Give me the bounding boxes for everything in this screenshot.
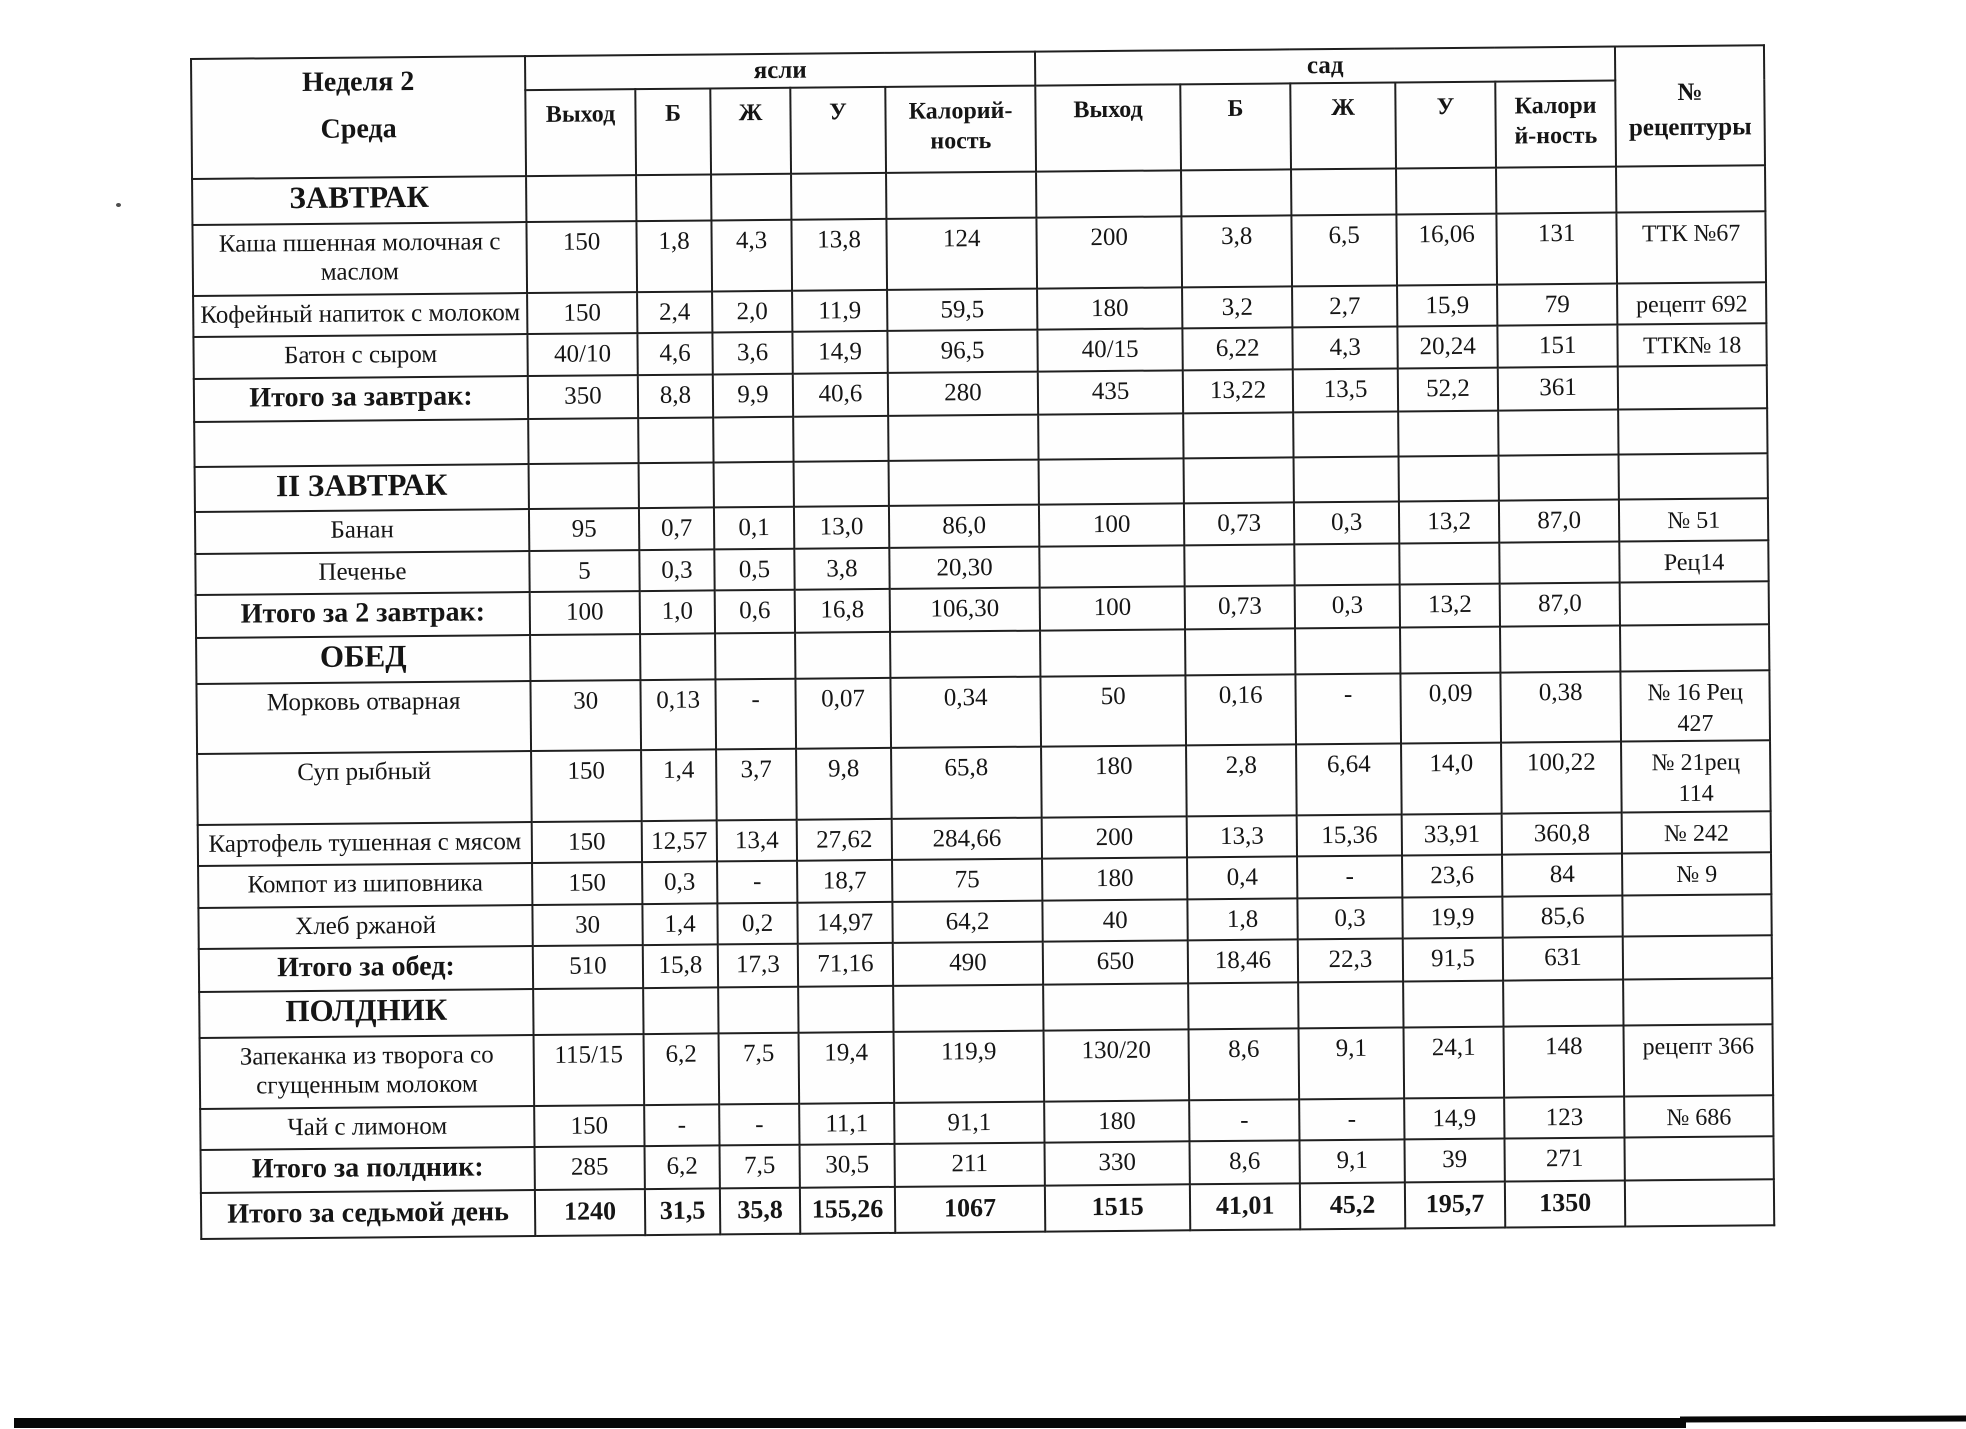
dish-name-cell: Компот из шиповника — [198, 863, 532, 907]
sad-value-cell: 6,5 — [1291, 214, 1397, 286]
sad-value-cell — [1184, 457, 1294, 504]
sad-value-cell: 13,2 — [1399, 501, 1499, 543]
yasli-value-cell: 1240 — [535, 1189, 645, 1236]
sad-value-cell: 19,9 — [1402, 896, 1502, 938]
recipe-cell — [1618, 365, 1767, 409]
yasli-value-cell: 4,6 — [637, 333, 712, 375]
sad-value-cell — [1399, 542, 1499, 584]
yasli-value-cell — [794, 461, 889, 507]
dish-name-cell: Каша пшенная молочная с маслом — [192, 222, 527, 296]
sad-value-cell: 360,8 — [1502, 812, 1622, 855]
yasli-value-cell: 0,07 — [795, 678, 891, 749]
yasli-value-cell — [530, 634, 640, 681]
sad-value-cell — [1291, 168, 1396, 214]
sad-value-cell — [1039, 545, 1184, 588]
sad-value-cell — [1398, 410, 1498, 456]
sad-value-cell — [1294, 543, 1399, 585]
yasli-value-cell: - — [644, 1104, 719, 1146]
sad-protein-header: Б — [1180, 83, 1291, 170]
recipe-cell: Рец14 — [1619, 540, 1768, 583]
sad-value-cell: 271 — [1505, 1138, 1625, 1182]
sad-value-cell: 22,3 — [1298, 938, 1403, 982]
scan-artifact-bar — [14, 1418, 1686, 1428]
sad-value-cell: 6,22 — [1182, 327, 1292, 369]
sad-value-cell: - — [1295, 673, 1401, 744]
yasli-protein-header: Б — [635, 88, 711, 175]
dish-name-cell: Итого за 2 завтрак: — [196, 592, 530, 638]
recipe-cell: № 242 — [1622, 811, 1771, 854]
yasli-value-cell: - — [719, 1103, 799, 1145]
yasli-value-cell: 9,9 — [713, 373, 793, 417]
sad-value-cell: 18,46 — [1188, 939, 1298, 983]
yasli-value-cell: 1067 — [895, 1186, 1045, 1233]
sad-value-cell — [1294, 456, 1399, 502]
yasli-value-cell: 18,7 — [797, 860, 892, 902]
sad-value-cell: 3,2 — [1182, 286, 1292, 328]
yasli-value-cell: - — [715, 679, 796, 750]
yasli-value-cell: 30 — [532, 904, 642, 946]
yasli-value-cell: 7,5 — [720, 1145, 800, 1189]
yasli-value-cell — [715, 633, 795, 679]
dish-name-cell: Морковь отварная — [196, 681, 531, 754]
yasli-value-cell: 119,9 — [894, 1030, 1045, 1102]
sad-value-cell — [1499, 454, 1619, 501]
yasli-value-cell: 30 — [530, 680, 641, 751]
scan-dot-artifact — [116, 203, 121, 207]
sad-output-header: Выход — [1035, 84, 1181, 171]
yasli-value-cell: 27,62 — [797, 818, 892, 860]
sad-value-cell — [1400, 627, 1500, 673]
yasli-value-cell — [528, 418, 638, 464]
sad-value-cell: 180 — [1041, 746, 1187, 818]
sad-value-cell: 123 — [1504, 1096, 1624, 1139]
recipe-cell: рецепт 366 — [1624, 1024, 1774, 1096]
yasli-value-cell — [529, 463, 639, 510]
sad-value-cell: 8,6 — [1190, 1141, 1300, 1185]
yasli-value-cell: 0,7 — [639, 508, 714, 550]
yasli-value-cell — [640, 634, 715, 680]
yasli-value-cell: 86,0 — [889, 505, 1039, 548]
sad-value-cell: 180 — [1042, 857, 1187, 900]
table-row-dish — [192, 211, 1766, 296]
sad-value-cell: 151 — [1497, 325, 1617, 368]
dish-name-cell: Суп рыбный — [197, 751, 532, 824]
yasli-value-cell: 9,8 — [796, 748, 892, 819]
yasli-value-cell: 0,3 — [642, 861, 717, 903]
sad-value-cell: 52,2 — [1398, 367, 1498, 411]
recipe-cell — [1625, 1179, 1774, 1226]
yasli-value-cell: 40/10 — [527, 333, 637, 375]
yasli-value-cell: 0,1 — [714, 507, 794, 549]
yasli-value-cell — [718, 987, 798, 1033]
sad-value-cell: 84 — [1502, 854, 1622, 897]
sad-value-cell: 4,3 — [1292, 327, 1397, 369]
yasli-value-cell: 13,0 — [794, 506, 889, 548]
recipe-number-header: № рецептуры — [1615, 45, 1765, 166]
sad-value-cell: 131 — [1496, 212, 1617, 284]
sad-value-cell: 8,6 — [1189, 1028, 1300, 1100]
yasli-value-cell: 1,4 — [642, 903, 717, 945]
sad-value-cell — [1188, 982, 1298, 1029]
sad-value-cell: 200 — [1042, 816, 1187, 859]
yasli-value-cell: 14,97 — [797, 901, 892, 943]
yasli-value-cell: 0,5 — [714, 548, 794, 590]
sad-value-cell: 16,06 — [1396, 213, 1497, 285]
yasli-value-cell: 1,4 — [641, 750, 717, 821]
yasli-value-cell: 280 — [888, 371, 1038, 415]
yasli-value-cell — [795, 632, 890, 678]
yasli-value-cell: 1,0 — [640, 591, 715, 635]
sad-value-cell: 45,2 — [1300, 1183, 1405, 1230]
recipe-cell — [1616, 165, 1765, 212]
recipe-cell: № 9 — [1622, 852, 1771, 895]
yasli-value-cell: 3,7 — [716, 749, 797, 820]
dish-name-cell: Итого за завтрак: — [194, 376, 528, 422]
sad-value-cell: 14,9 — [1404, 1097, 1504, 1139]
sad-value-cell: 330 — [1045, 1141, 1190, 1185]
yasli-value-cell: 19,4 — [799, 1032, 895, 1104]
menu-table-body — [192, 165, 1774, 1239]
sad-value-cell: 100 — [1040, 587, 1185, 631]
sad-value-cell: 130/20 — [1044, 1029, 1190, 1101]
dish-name-cell: Банан — [195, 509, 529, 553]
group-header-yasli: ясли — [525, 52, 1035, 90]
yasli-value-cell: 155,26 — [800, 1187, 895, 1234]
sad-value-cell: 0,3 — [1297, 897, 1402, 939]
recipe-cell — [1625, 1136, 1774, 1180]
sad-value-cell: 91,5 — [1403, 938, 1503, 982]
dish-name-cell: Итого за обед: — [199, 946, 533, 992]
yasli-calories-header: Калорий- ность — [885, 86, 1036, 173]
sad-value-cell: 0,4 — [1187, 856, 1297, 898]
yasli-value-cell: 150 — [527, 292, 637, 334]
yasli-value-cell: 100 — [530, 591, 640, 635]
sad-value-cell: 1,8 — [1187, 898, 1297, 940]
sad-value-cell — [1184, 544, 1294, 586]
sad-value-cell: 0,3 — [1295, 585, 1400, 629]
yasli-value-cell: 115/15 — [534, 1034, 645, 1106]
yasli-value-cell: 0,13 — [640, 679, 716, 750]
yasli-value-cell: 6,2 — [645, 1146, 720, 1190]
sad-value-cell — [1038, 413, 1183, 459]
yasli-value-cell — [643, 988, 718, 1034]
sad-value-cell: 24,1 — [1404, 1026, 1505, 1098]
yasli-value-cell: 64,2 — [892, 900, 1042, 943]
yasli-value-cell: 15,8 — [643, 944, 718, 988]
yasli-value-cell — [888, 414, 1038, 460]
sad-value-cell — [1181, 169, 1291, 216]
yasli-value-cell: 0,2 — [717, 902, 797, 944]
dish-name-cell: Батон с сыром — [193, 334, 527, 378]
yasli-fat-header: Ж — [710, 88, 791, 175]
group-header-sad: сад — [1035, 47, 1615, 86]
yasli-value-cell: 0,6 — [715, 590, 795, 634]
dish-name-cell: Картофель тушенная с мясом — [198, 822, 532, 866]
sad-value-cell: 15,36 — [1297, 814, 1402, 856]
recipe-cell: № 21рец 114 — [1621, 740, 1771, 812]
sad-value-cell: 85,6 — [1502, 895, 1622, 938]
sad-value-cell: 9,1 — [1300, 1140, 1405, 1184]
yasli-value-cell — [889, 459, 1039, 506]
sad-value-cell: - — [1189, 1099, 1299, 1141]
yasli-value-cell — [714, 461, 794, 507]
sad-value-cell: 1350 — [1505, 1181, 1625, 1228]
yasli-value-cell: 96,5 — [887, 330, 1037, 373]
sad-value-cell: 0,3 — [1294, 502, 1399, 544]
yasli-value-cell: 0,3 — [639, 549, 714, 591]
yasli-value-cell: 71,16 — [798, 943, 893, 987]
sad-value-cell: 3,8 — [1181, 215, 1292, 287]
yasli-value-cell: 106,30 — [890, 588, 1040, 632]
recipe-cell — [1623, 978, 1772, 1025]
yasli-value-cell: 75 — [892, 859, 1042, 902]
sad-value-cell: 9,1 — [1299, 1027, 1405, 1099]
sad-value-cell — [1183, 412, 1293, 458]
sad-value-cell: 13,22 — [1183, 369, 1293, 413]
yasli-value-cell: 6,2 — [644, 1033, 720, 1105]
sad-value-cell — [1039, 458, 1184, 505]
recipe-cell — [1622, 894, 1771, 937]
yasli-value-cell: 150 — [534, 1105, 644, 1147]
yasli-output-header: Выход — [525, 89, 636, 176]
yasli-value-cell: 150 — [531, 750, 642, 821]
sad-calories-header: Калори й-ность — [1495, 81, 1616, 168]
recipe-cell — [1620, 624, 1769, 671]
sad-value-cell — [1399, 455, 1499, 501]
dish-name-cell: II ЗАВТРАК — [195, 464, 529, 512]
yasli-value-cell: 1,8 — [636, 220, 712, 292]
yasli-value-cell: 150 — [532, 862, 642, 904]
yasli-value-cell — [886, 172, 1036, 219]
recipe-cell — [1623, 935, 1772, 979]
sad-value-cell: 39 — [1405, 1139, 1505, 1183]
sad-value-cell — [1295, 628, 1400, 674]
sad-value-cell — [1500, 626, 1620, 673]
recipe-cell: ТТК№ 18 — [1617, 323, 1766, 366]
sad-value-cell: 631 — [1503, 937, 1623, 981]
yasli-value-cell — [791, 173, 886, 219]
sad-value-cell: - — [1299, 1098, 1404, 1140]
yasli-value-cell — [713, 416, 793, 462]
sad-value-cell: - — [1297, 856, 1402, 898]
dish-name-cell: Запеканка из творога со сгущенным молоком — [200, 1035, 535, 1109]
dish-name-cell: Кофейный напиток с молоком — [193, 293, 527, 337]
sad-value-cell: 33,91 — [1402, 813, 1502, 855]
yasli-value-cell — [636, 174, 711, 220]
sad-value-cell — [1040, 630, 1185, 677]
dish-name-cell: Чай с лимоном — [200, 1106, 534, 1150]
dish-name-cell: ПОЛДНИК — [199, 989, 533, 1037]
recipe-cell: рецепт 692 — [1617, 282, 1766, 325]
recipe-cell — [1620, 581, 1769, 625]
sad-value-cell: 200 — [1036, 216, 1182, 288]
yasli-value-cell: 124 — [886, 217, 1037, 289]
sad-value-cell: 6,64 — [1296, 744, 1402, 815]
yasli-value-cell: 17,3 — [718, 944, 798, 988]
dish-name-cell — [194, 419, 528, 467]
yasli-value-cell: 490 — [893, 942, 1043, 986]
week-label: Неделя 2 — [301, 66, 415, 99]
yasli-value-cell — [638, 417, 713, 463]
sad-value-cell: 650 — [1043, 940, 1188, 984]
yasli-value-cell — [711, 174, 791, 220]
yasli-value-cell: 150 — [532, 821, 642, 863]
sad-value-cell: 0,09 — [1400, 672, 1501, 743]
sad-value-cell — [1293, 411, 1398, 457]
sad-value-cell: 0,16 — [1185, 674, 1296, 745]
yasli-value-cell: 95 — [529, 508, 639, 550]
sad-value-cell: 13,2 — [1400, 584, 1500, 628]
sad-value-cell: 1515 — [1045, 1185, 1190, 1232]
yasli-value-cell: 7,5 — [719, 1032, 800, 1104]
recipe-cell: ТТК №67 — [1617, 211, 1767, 283]
yasli-value-cell: - — [717, 861, 797, 903]
sad-value-cell — [1499, 541, 1619, 584]
sad-value-cell — [1298, 982, 1403, 1028]
sad-value-cell — [1036, 170, 1181, 217]
yasli-value-cell — [890, 631, 1040, 678]
dish-name-cell: Итого за полдник: — [201, 1147, 535, 1193]
sad-value-cell: 40/15 — [1037, 328, 1182, 371]
yasli-value-cell: 14,9 — [792, 331, 887, 373]
recipe-cell — [1618, 408, 1767, 454]
yasli-value-cell: 59,5 — [887, 288, 1037, 331]
sad-value-cell: 14,0 — [1401, 743, 1502, 814]
sad-value-cell — [1498, 409, 1618, 455]
week-day-header-cell — [191, 56, 526, 179]
yasli-value-cell: 65,8 — [891, 747, 1042, 819]
yasli-value-cell: 20,30 — [889, 546, 1039, 589]
yasli-value-cell: 211 — [895, 1143, 1045, 1187]
yasli-value-cell: 2,4 — [637, 291, 712, 333]
yasli-value-cell: 510 — [533, 945, 643, 989]
dish-name-cell: Печенье — [195, 551, 529, 595]
yasli-value-cell: 12,57 — [642, 820, 717, 862]
yasli-value-cell: 13,8 — [791, 219, 887, 291]
sad-value-cell: 148 — [1504, 1025, 1625, 1097]
sad-carb-header: У — [1395, 82, 1496, 169]
scan-artifact-bar-tail — [1680, 1416, 1966, 1423]
yasli-value-cell: 350 — [528, 375, 638, 419]
yasli-value-cell: 30,5 — [800, 1144, 895, 1188]
table-row-dish — [200, 1024, 1774, 1109]
sad-value-cell — [1043, 983, 1188, 1030]
yasli-value-cell: 40,6 — [793, 373, 888, 417]
sad-value-cell: 100 — [1039, 504, 1184, 547]
sad-value-cell — [1496, 167, 1616, 214]
day-label: Среда — [320, 112, 397, 145]
sad-value-cell: 2,8 — [1186, 745, 1297, 816]
yasli-value-cell — [798, 986, 893, 1032]
sad-value-cell: 23,6 — [1402, 855, 1502, 897]
yasli-value-cell: 16,8 — [795, 589, 890, 633]
sad-value-cell: 435 — [1038, 370, 1183, 414]
yasli-value-cell: 3,8 — [794, 548, 889, 590]
sad-value-cell: 87,0 — [1500, 583, 1620, 627]
sad-fat-header: Ж — [1290, 82, 1396, 169]
recipe-cell: № 16 Рец 427 — [1621, 670, 1771, 742]
sad-value-cell: 100,22 — [1501, 742, 1622, 813]
sad-value-cell: 361 — [1498, 366, 1618, 410]
menu-table — [190, 44, 1775, 1240]
sad-value-cell — [1185, 629, 1295, 676]
sad-value-cell: 13,5 — [1293, 368, 1398, 412]
yasli-value-cell: 150 — [526, 221, 637, 293]
sad-value-cell: 41,01 — [1190, 1184, 1300, 1231]
sad-value-cell: 0,73 — [1184, 503, 1294, 545]
sad-value-cell — [1503, 980, 1623, 1027]
yasli-carb-header: У — [790, 87, 886, 174]
sad-value-cell: 40 — [1042, 899, 1187, 942]
yasli-value-cell: 11,9 — [792, 290, 887, 332]
sad-value-cell — [1403, 981, 1503, 1027]
dish-name-cell: Итого за седьмой день — [201, 1190, 535, 1239]
yasli-value-cell — [893, 985, 1043, 1032]
recipe-cell: № 686 — [1624, 1095, 1773, 1138]
yasli-value-cell: 13,4 — [717, 819, 797, 861]
sad-value-cell: 79 — [1497, 283, 1617, 326]
yasli-value-cell — [639, 462, 714, 508]
yasli-value-cell: 35,8 — [720, 1188, 800, 1235]
yasli-value-cell: 0,34 — [890, 676, 1041, 748]
yasli-value-cell: 284,66 — [892, 817, 1042, 860]
sad-value-cell: 20,24 — [1397, 326, 1497, 368]
dish-name-cell: Хлеб ржаной — [198, 905, 532, 949]
yasli-value-cell — [793, 416, 888, 462]
sad-value-cell: 50 — [1040, 675, 1186, 747]
yasli-value-cell: 91,1 — [894, 1101, 1044, 1144]
yasli-value-cell: 5 — [529, 550, 639, 592]
yasli-value-cell: 31,5 — [645, 1189, 720, 1236]
sad-value-cell: 87,0 — [1499, 500, 1619, 543]
yasli-value-cell: 285 — [535, 1146, 645, 1190]
sad-value-cell: 180 — [1037, 287, 1182, 330]
yasli-value-cell: 2,0 — [712, 290, 792, 332]
yasli-value-cell: 8,8 — [638, 374, 713, 418]
yasli-value-cell: 11,1 — [799, 1103, 894, 1145]
sad-value-cell: 180 — [1044, 1100, 1189, 1143]
sad-value-cell: 0,38 — [1500, 671, 1621, 742]
sad-value-cell: 0,73 — [1185, 586, 1295, 630]
yasli-value-cell: 4,3 — [711, 219, 792, 291]
sad-value-cell: 2,7 — [1292, 285, 1397, 327]
sad-value-cell: 13,3 — [1187, 815, 1297, 857]
dish-name-cell: ОБЕД — [196, 635, 530, 683]
recipe-cell: № 51 — [1619, 498, 1768, 541]
yasli-value-cell — [526, 175, 636, 222]
recipe-cell — [1619, 453, 1768, 500]
sad-value-cell — [1396, 168, 1496, 214]
yasli-value-cell: 3,6 — [712, 332, 792, 374]
sad-value-cell: 195,7 — [1405, 1182, 1505, 1229]
sad-value-cell: 15,9 — [1397, 284, 1497, 326]
yasli-value-cell — [533, 988, 643, 1035]
dish-name-cell: ЗАВТРАК — [192, 176, 526, 224]
